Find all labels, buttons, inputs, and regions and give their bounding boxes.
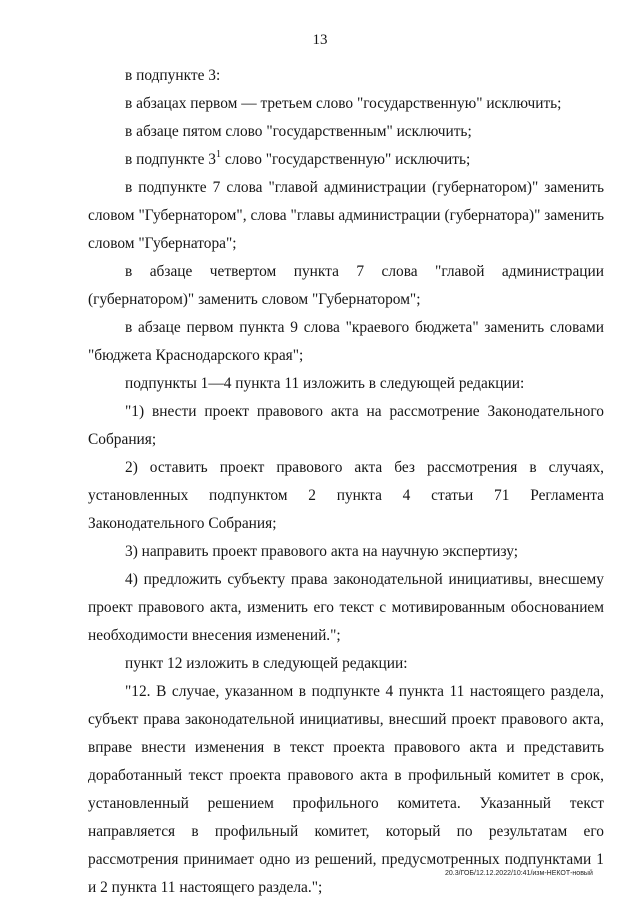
paragraph-4-end: слово "государственную" исключить; bbox=[220, 151, 471, 168]
paragraph-11: 3) направить проект правового акта на научную экспертизу; bbox=[125, 543, 519, 560]
paragraph-7: в абзаце первом пункта 9 слова "краевого бюджета" заменить словами "бюджета Краснодарского края"; bbox=[88, 319, 604, 364]
paragraph-2: в абзацах первом — третьем слово "государственную" исключить; bbox=[125, 95, 562, 112]
paragraph-10: 2) оставить проект правового акта без рассмотрения в случаях, установленных подпунктом 2 пункта 4 статьи 71 Регламента Законодательного Собрания; bbox=[88, 459, 604, 532]
paragraph-5: в подпункте 7 слова "главой администрации (губернатором)" заменить словом "Губернатором", слова "главы администрации (губернатора)" заменить словом "Губернатора"; bbox=[88, 179, 604, 252]
paragraph-1: в подпункте 3: bbox=[125, 67, 221, 84]
document-footer-code: 20.3/ГОБ/12.12.2022/10:41/изм-НЕКОТ-новый bbox=[445, 870, 593, 877]
paragraph-4-start: в подпункте 3 bbox=[125, 151, 216, 168]
paragraph-14: "12. В случае, указанном в подпункте 4 пункта 11 настоящего раздела, субъект права законодательной инициативы, внесший проект правового акта, вправе внести изменения в текст проекта правового акта и представить доработанный текст проекта правового акта в профильный комитет в срок, установленный решением профильного комитета. Указанный текст направляется в профильный комитет, который по результатам его рассмотрения принимает одно из решений, предусмотренных подпунктами 1 и 2 пункта 11 настоящего раздела."; bbox=[88, 683, 604, 896]
paragraph-8: подпункты 1—4 пункта 11 изложить в следующей редакции: bbox=[125, 375, 525, 392]
superscript: 1 bbox=[215, 148, 221, 160]
paragraph-3: в абзаце пятом слово "государственным" исключить; bbox=[125, 123, 472, 140]
page-number: 13 bbox=[312, 32, 328, 48]
document-body bbox=[88, 62, 604, 902]
paragraph-12: 4) предложить субъекту права законодательной инициативы, внесшему проект правового акта, изменить его текст с мотивированным обоснованием необходимости внесения изменений."; bbox=[88, 571, 604, 644]
paragraph-13: пункт 12 изложить в следующей редакции: bbox=[125, 655, 408, 672]
paragraph-4 bbox=[88, 146, 604, 174]
paragraph-9: "1) внести проект правового акта на рассмотрение Законодательного Собрания; bbox=[88, 403, 604, 448]
paragraph-6: в абзаце четвертом пункта 7 слова "главой администрации (губернатором)" заменить словом "Губернатором"; bbox=[88, 263, 604, 308]
